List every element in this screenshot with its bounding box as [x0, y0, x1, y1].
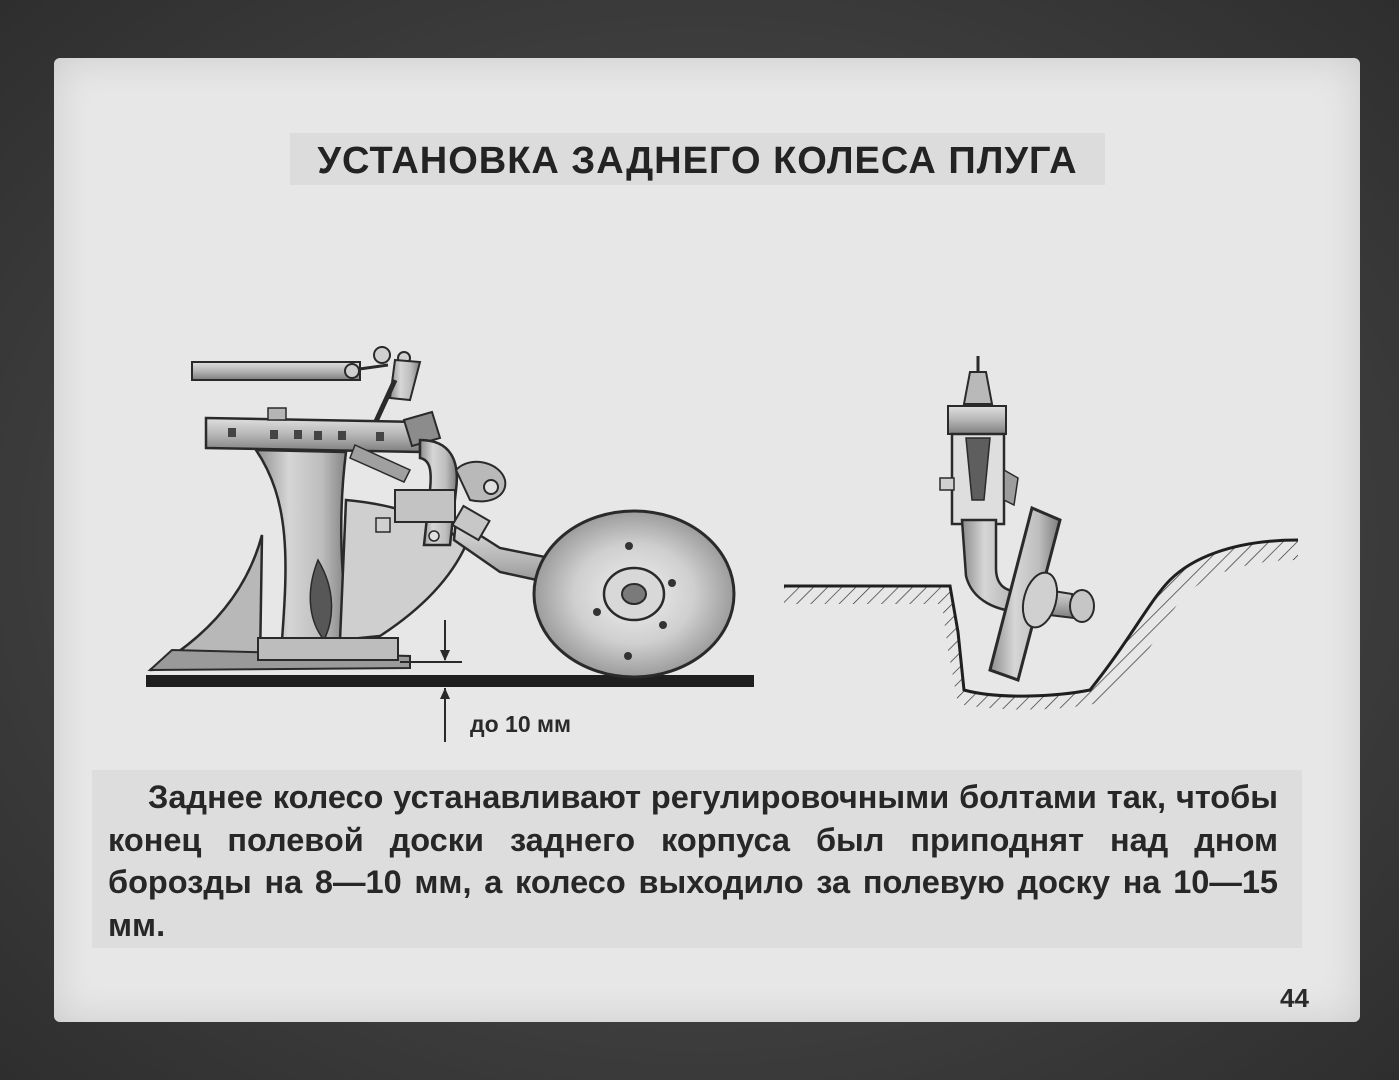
page-number: 44 — [1280, 983, 1309, 1013]
clearance-label: до 10 мм — [470, 711, 572, 737]
plough-standard — [256, 450, 350, 640]
plough-side-view — [146, 347, 754, 742]
slide-title: УСТАНОВКА ЗАДНЕГО КОЛЕСА ПЛУГА — [317, 140, 1078, 182]
caption-text: Заднее колесо устанавливают регулировочными болтами так, чтобы конец полевой доски заднего корпуса был приподнят над дном борозды на 8—10 мм, а колесо выходило за полевую доску на 10—15 мм. — [108, 779, 1278, 943]
furrow-bottom-line — [146, 675, 754, 687]
plough-front-view — [784, 356, 1298, 710]
plough-beam — [206, 408, 440, 452]
adjustment-housing — [940, 356, 1018, 524]
rear-wheel-disc — [534, 511, 734, 677]
